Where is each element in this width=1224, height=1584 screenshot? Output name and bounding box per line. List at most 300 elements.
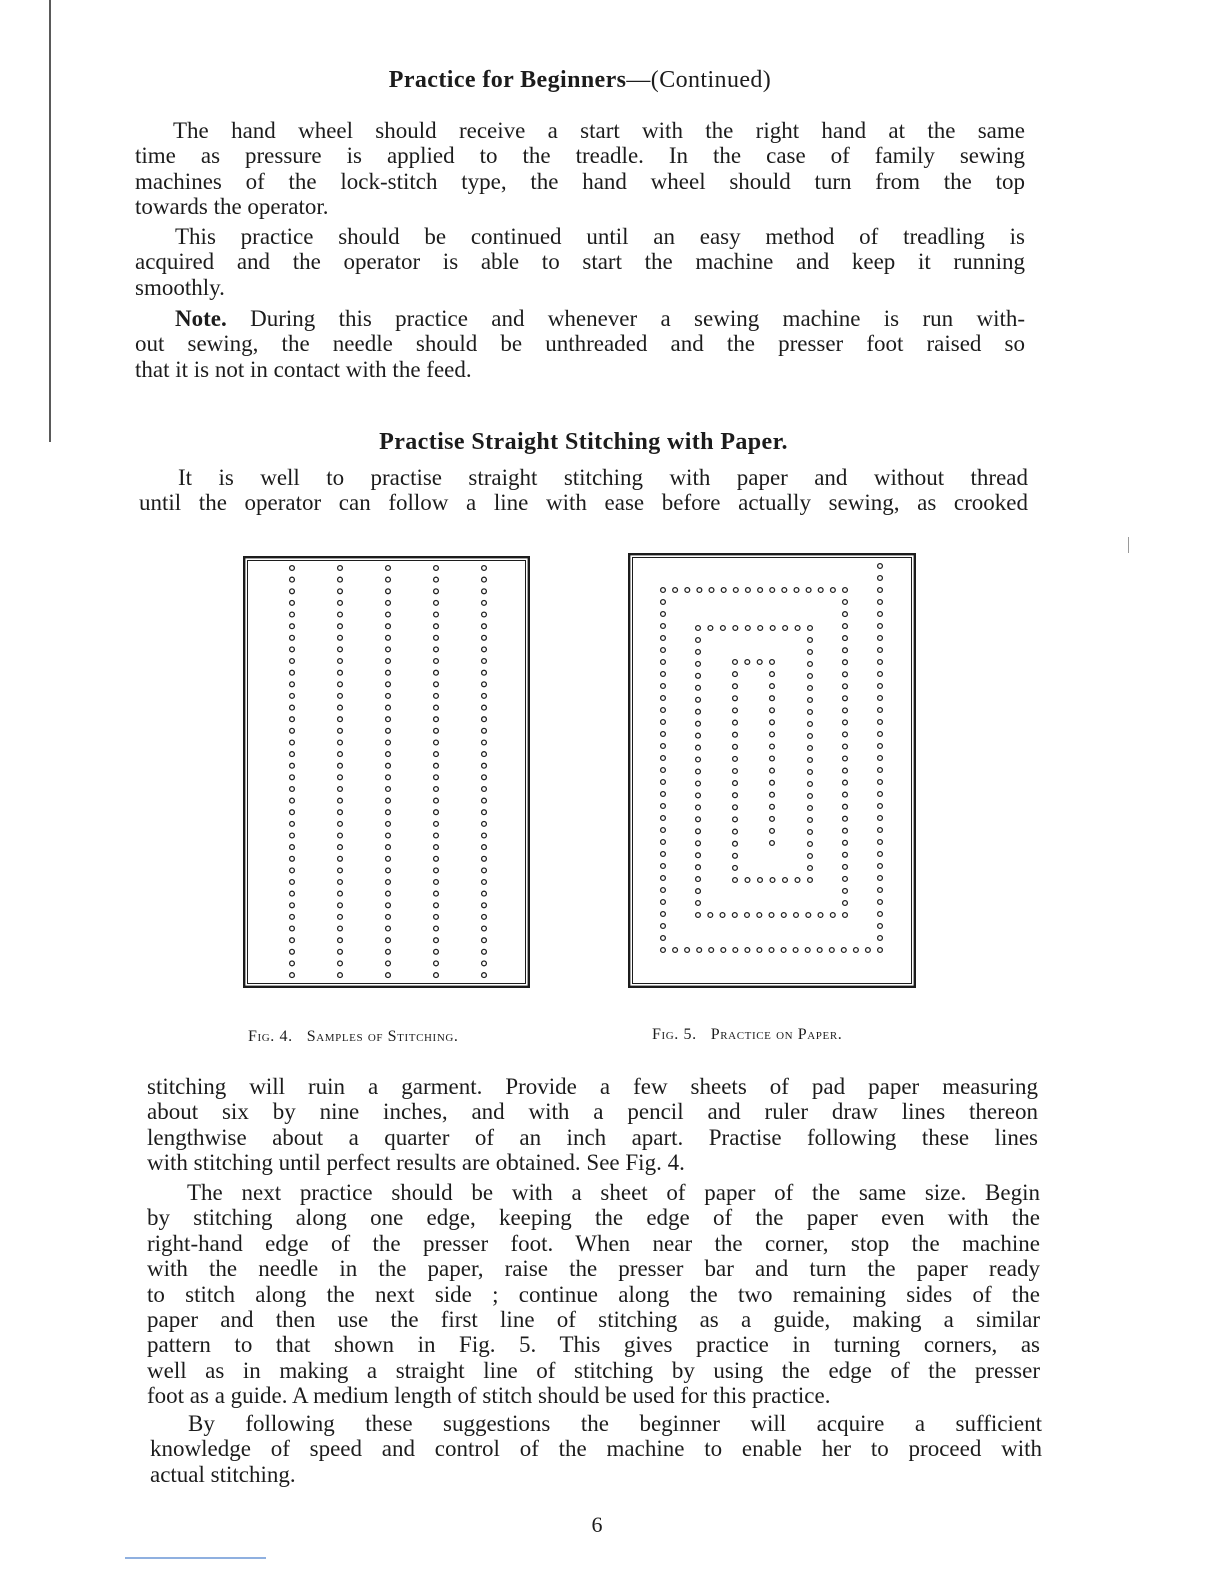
stitch-hole <box>843 840 848 845</box>
stitch-hole <box>482 915 487 920</box>
stitch-hole <box>386 926 391 931</box>
stitch-hole <box>482 973 487 978</box>
stitch-hole <box>720 913 725 918</box>
stitch-hole <box>661 900 666 905</box>
stitch-hole <box>808 722 813 727</box>
stitch-hole <box>290 787 295 792</box>
stitch-hole <box>661 684 666 689</box>
stitch-hole <box>758 588 763 593</box>
stitch-hole <box>793 948 798 953</box>
text-line: The next practice should be with a sheet of paper of the same size. Begin <box>187 1180 1040 1205</box>
text-line: out sewing, the needle should be unthreaded and the presser foot raised so <box>135 331 1025 357</box>
stitch-hole <box>843 708 848 713</box>
stitch-hole <box>795 878 800 883</box>
stitch-hole <box>386 868 391 873</box>
stitch-hole <box>434 868 439 873</box>
stitch-hole <box>661 840 666 845</box>
stitch-hole <box>338 717 343 722</box>
stitch-hole <box>290 705 295 710</box>
stitch-hole <box>338 659 343 664</box>
stitch-hole <box>482 635 487 640</box>
stitch-hole <box>854 948 859 953</box>
stitch-hole <box>434 926 439 931</box>
stitch-hole <box>482 798 487 803</box>
stitch-hole <box>806 588 811 593</box>
stitch-hole <box>386 717 391 722</box>
stitch-hole <box>482 787 487 792</box>
stitch-hole <box>733 866 738 871</box>
stitch-hole <box>732 913 737 918</box>
stitch-hole <box>843 889 848 894</box>
stitch-hole <box>866 948 871 953</box>
stitch-hole <box>746 588 751 593</box>
stitch-hole <box>482 612 487 617</box>
stitch-hole <box>661 612 666 617</box>
stitch-hole <box>386 659 391 664</box>
text-line: pattern to that shown in Fig. 5. This gives practice in turning corners, as <box>147 1332 1040 1358</box>
stitch-hole <box>290 926 295 931</box>
stitch-hole <box>338 566 343 571</box>
stitch-hole <box>661 636 666 641</box>
stitch-hole <box>878 564 883 569</box>
stitch-hole <box>733 793 738 798</box>
stitch-hole <box>482 763 487 768</box>
stitch-hole <box>386 915 391 920</box>
stitch-hole <box>733 769 738 774</box>
stitch-hole <box>290 949 295 954</box>
stitch-hole <box>808 662 813 667</box>
text-line: time as pressure is applied to the treadle. In the case of family sewing <box>135 143 1025 169</box>
stitch-hole <box>386 938 391 943</box>
stitch-hole <box>482 624 487 629</box>
text-line: paper and then use the first line of stitching as a guide, making a similar <box>147 1306 1040 1332</box>
stitch-hole <box>434 775 439 780</box>
stitch-hole <box>434 647 439 652</box>
figure-4-title: Samples of Stitching. <box>306 1028 459 1045</box>
stitch-hole <box>482 845 487 850</box>
stitch-hole <box>770 588 775 593</box>
stitch-hole <box>843 732 848 737</box>
stitch-hole <box>697 588 702 593</box>
stitch-hole <box>661 852 666 857</box>
stitch-hole <box>661 864 666 869</box>
stitch-hole <box>745 913 750 918</box>
text-line: towards the operator. <box>135 194 329 220</box>
stitch-hole <box>661 768 666 773</box>
stitch-hole <box>878 612 883 617</box>
stitch-hole <box>878 744 883 749</box>
stitch-hole <box>709 588 714 593</box>
stitch-hole <box>878 720 883 725</box>
stitch-hole <box>386 566 391 571</box>
stitch-hole <box>290 752 295 757</box>
stitch-hole <box>817 948 822 953</box>
stitch-hole <box>733 660 738 665</box>
stitch-hole <box>770 672 775 677</box>
stitch-hole <box>661 876 666 881</box>
figure-4-samples-of-stitching <box>243 556 530 988</box>
stitch-hole <box>386 810 391 815</box>
stitch-hole <box>290 880 295 885</box>
stitch-hole <box>878 828 883 833</box>
stitch-hole <box>878 768 883 773</box>
stitch-hole <box>290 938 295 943</box>
stitch-hole <box>661 912 666 917</box>
stitch-hole <box>733 805 738 810</box>
stitch-hole <box>733 757 738 762</box>
stitch-hole <box>878 936 883 941</box>
stitch-hole <box>808 794 813 799</box>
stitch-hole <box>338 577 343 582</box>
stitch-hole <box>733 853 738 858</box>
text-line: to stitch along the next side ; continue along the two remaining sides of the <box>147 1281 1040 1307</box>
stitch-hole <box>290 612 295 617</box>
stitch-hole <box>482 694 487 699</box>
stitch-hole <box>878 732 883 737</box>
stitch-hole <box>843 684 848 689</box>
stitch-hole <box>843 660 848 665</box>
paragraph-note <box>135 306 1025 382</box>
stitch-hole <box>878 948 883 953</box>
stitch-hole <box>434 915 439 920</box>
figure-5-practice-on-paper <box>628 553 916 988</box>
stitch-hole <box>338 752 343 757</box>
stitch-hole <box>769 913 774 918</box>
stitch-hole <box>843 804 848 809</box>
stitch-hole <box>794 588 799 593</box>
stitch-hole <box>843 901 848 906</box>
page-number: 6 <box>591 1512 603 1537</box>
stitch-hole <box>770 841 775 846</box>
paragraph-pad-paper <box>147 1074 1038 1176</box>
stitch-hole <box>758 626 763 631</box>
stitch-hole <box>673 948 678 953</box>
stitch-hole <box>434 577 439 582</box>
stitch-hole <box>338 682 343 687</box>
stitch-hole <box>808 866 813 871</box>
note-text: During this practice and whenever a sewing machine is run with- <box>250 306 1026 331</box>
stitch-hole <box>843 865 848 870</box>
stitch-hole <box>386 624 391 629</box>
stitch-hole <box>338 856 343 861</box>
stitch-hole <box>290 647 295 652</box>
stitch-hole <box>338 915 343 920</box>
stitch-hole <box>386 775 391 780</box>
stitch-hole <box>434 787 439 792</box>
stitch-hole <box>434 763 439 768</box>
stitch-hole <box>482 833 487 838</box>
stitch-hole <box>733 878 738 883</box>
page-title-main: Practice for Beginners <box>388 67 627 93</box>
stitch-hole <box>482 949 487 954</box>
stitch-hole <box>721 626 726 631</box>
stitch-hole <box>290 833 295 838</box>
stitch-hole <box>434 694 439 699</box>
stitch-hole <box>661 708 666 713</box>
stitch-hole <box>843 624 848 629</box>
stitch-hole <box>482 647 487 652</box>
stitch-hole <box>733 744 738 749</box>
stitch-hole <box>843 612 848 617</box>
stitch-hole <box>685 588 690 593</box>
text-line: with stitching until perfect results are obtained. See Fig. 4. <box>147 1150 685 1176</box>
stitch-hole <box>696 650 701 655</box>
stitch-hole <box>829 948 834 953</box>
stitch-hole <box>808 782 813 787</box>
text-line <box>135 306 1025 331</box>
stitch-hole <box>721 948 726 953</box>
stitch-hole <box>733 817 738 822</box>
stitch-hole <box>878 576 883 581</box>
stitch-hole <box>338 612 343 617</box>
stitch-hole <box>434 612 439 617</box>
stitch-hole <box>338 763 343 768</box>
stitch-hole <box>661 828 666 833</box>
stitch-hole <box>709 948 714 953</box>
stitch-hole <box>770 744 775 749</box>
stitch-hole <box>338 647 343 652</box>
paragraph-practise-paper <box>139 465 1028 516</box>
stitch-hole <box>733 672 738 677</box>
stitch-hole <box>290 822 295 827</box>
stitch-hole <box>482 601 487 606</box>
stitch-hole <box>661 720 666 725</box>
stitch-hole <box>661 732 666 737</box>
stitch-hole <box>770 878 775 883</box>
stitch-hole <box>878 684 883 689</box>
stitch-hole <box>434 566 439 571</box>
stitch-hole <box>733 841 738 846</box>
stitch-hole <box>757 660 762 665</box>
stitch-hole <box>733 696 738 701</box>
stitch-hole <box>878 816 883 821</box>
stitch-hole <box>721 588 726 593</box>
stitch-hole <box>482 891 487 896</box>
stitch-hole <box>843 636 848 641</box>
stitch-hole <box>843 780 848 785</box>
stitch-hole <box>290 728 295 733</box>
stitch-hole <box>878 912 883 917</box>
stitch-hole <box>386 787 391 792</box>
stitch-hole <box>878 648 883 653</box>
page-title-continued: —(Continued) <box>626 67 772 93</box>
stitch-hole <box>386 763 391 768</box>
stitch-hole <box>386 740 391 745</box>
scan-tick-mark <box>1128 537 1129 553</box>
text-line: actual stitching. <box>150 1461 296 1487</box>
stitch-hole <box>661 660 666 665</box>
stitch-hole <box>673 588 678 593</box>
stitch-hole <box>661 672 666 677</box>
stitch-hole <box>878 888 883 893</box>
stitch-hole <box>386 822 391 827</box>
stitch-hole <box>878 600 883 605</box>
stitch-hole <box>843 792 848 797</box>
stitch-hole <box>843 588 848 593</box>
stitch-hole <box>696 913 701 918</box>
stitch-hole <box>290 973 295 978</box>
stitch-hole <box>386 903 391 908</box>
stitch-hole <box>290 694 295 699</box>
stitch-hole <box>661 804 666 809</box>
stitch-hole <box>386 752 391 757</box>
stitch-hole <box>290 566 295 571</box>
stitch-hole <box>482 880 487 885</box>
stitch-hole <box>758 878 763 883</box>
stitch-hole <box>386 973 391 978</box>
stitch-hole <box>338 903 343 908</box>
stitch-hole <box>878 840 883 845</box>
stitch-hole <box>434 601 439 606</box>
scan-blue-mark <box>125 1557 266 1559</box>
stitch-hole <box>482 938 487 943</box>
text-line: stitching will ruin a garment. Provide a few sheets of pad paper measuring <box>147 1074 1038 1099</box>
stitch-hole <box>733 781 738 786</box>
stitch-hole <box>386 798 391 803</box>
stitch-hole <box>482 577 487 582</box>
stitch-hole <box>434 961 439 966</box>
stitch-hole <box>696 781 701 786</box>
text-line: foot as a guide. A medium length of stitch should be used for this practice. <box>147 1383 831 1409</box>
stitch-hole <box>696 793 701 798</box>
stitch-hole <box>338 601 343 606</box>
stitch-hole <box>386 845 391 850</box>
stitch-hole <box>386 601 391 606</box>
stitch-hole <box>769 948 774 953</box>
stitch-hole <box>482 868 487 873</box>
stitch-hole <box>878 756 883 761</box>
stitch-hole <box>808 638 813 643</box>
stitch-hole <box>338 624 343 629</box>
text-line: well as in making a straight line of stitching by using the edge of the presser <box>147 1357 1040 1383</box>
stitch-hole <box>434 856 439 861</box>
stitch-hole <box>386 694 391 699</box>
stitch-hole <box>290 682 295 687</box>
stitch-hole <box>434 833 439 838</box>
stitch-hole <box>290 740 295 745</box>
stitch-hole <box>338 670 343 675</box>
stitch-hole <box>661 924 666 929</box>
stitch-hole <box>843 600 848 605</box>
stitch-hole <box>434 624 439 629</box>
stitch-hole <box>843 768 848 773</box>
stitch-hole <box>831 588 836 593</box>
stitch-hole <box>843 744 848 749</box>
stitch-hole <box>386 880 391 885</box>
stitch-hole <box>386 635 391 640</box>
stitch-hole <box>770 829 775 834</box>
stitch-hole <box>338 926 343 931</box>
stitch-hole <box>338 949 343 954</box>
page-title <box>135 66 1025 94</box>
stitch-hole <box>745 660 750 665</box>
stitch-hole <box>482 728 487 733</box>
stitch-hole <box>878 780 883 785</box>
stitch-hole <box>697 948 702 953</box>
stitch-hole <box>696 685 701 690</box>
stitch-hole <box>733 708 738 713</box>
stitch-hole <box>843 756 848 761</box>
stitch-hole <box>482 566 487 571</box>
stitch-hole <box>290 670 295 675</box>
stitch-hole <box>843 828 848 833</box>
stitch-hole <box>808 806 813 811</box>
stitch-hole <box>434 635 439 640</box>
stitch-hole <box>661 756 666 761</box>
text-line: acquired and the operator is able to start the machine and keep it running <box>135 249 1025 275</box>
stitch-hole <box>434 728 439 733</box>
stitch-hole <box>808 710 813 715</box>
stitch-hole <box>434 798 439 803</box>
stitch-hole <box>757 913 762 918</box>
stitch-hole <box>434 845 439 850</box>
stitch-hole <box>843 816 848 821</box>
stitch-hole <box>434 891 439 896</box>
stitch-hole <box>808 734 813 739</box>
stitch-hole <box>696 877 701 882</box>
stitch-hole <box>745 626 750 631</box>
stitch-hole <box>290 856 295 861</box>
stitch-hole <box>482 717 487 722</box>
stitch-hole <box>482 856 487 861</box>
stitch-hole <box>386 949 391 954</box>
stitch-hole <box>290 845 295 850</box>
stitch-hole <box>482 752 487 757</box>
stitch-hole <box>290 903 295 908</box>
stitch-hole <box>290 624 295 629</box>
stitch-hole <box>386 728 391 733</box>
stitch-hole <box>781 913 786 918</box>
stitch-hole <box>745 878 750 883</box>
stitch-hole <box>843 720 848 725</box>
stitch-hole <box>770 696 775 701</box>
paragraph-next-practice <box>147 1180 1040 1409</box>
stitch-hole <box>482 659 487 664</box>
stitch-hole <box>434 938 439 943</box>
stitch-hole <box>338 728 343 733</box>
stitch-hole <box>338 740 343 745</box>
stitch-hole <box>781 948 786 953</box>
stitch-hole <box>841 948 846 953</box>
stitch-hole <box>338 868 343 873</box>
stitch-hole <box>770 804 775 809</box>
figure-5-drawing <box>628 553 916 988</box>
stitch-hole <box>818 588 823 593</box>
stitch-hole <box>696 709 701 714</box>
stitch-hole <box>434 717 439 722</box>
stitch-hole <box>482 961 487 966</box>
stitch-hole <box>696 865 701 870</box>
stitch-hole <box>770 768 775 773</box>
stitch-hole <box>696 817 701 822</box>
stitch-hole <box>843 913 848 918</box>
stitch-hole <box>878 636 883 641</box>
stitch-hole <box>733 720 738 725</box>
stitch-hole <box>661 780 666 785</box>
paragraph-suggestions <box>150 1411 1042 1487</box>
stitch-hole <box>878 852 883 857</box>
stitch-hole <box>696 626 701 631</box>
stitch-hole <box>386 647 391 652</box>
stitch-hole <box>808 818 813 823</box>
figure-5-caption <box>652 1025 842 1045</box>
stitch-hole <box>770 660 775 665</box>
stitch-hole <box>878 672 883 677</box>
stitch-hole <box>386 682 391 687</box>
figure-4-label: Fig. 4. <box>248 1028 293 1045</box>
stitch-hole <box>733 588 738 593</box>
stitch-hole <box>696 638 701 643</box>
